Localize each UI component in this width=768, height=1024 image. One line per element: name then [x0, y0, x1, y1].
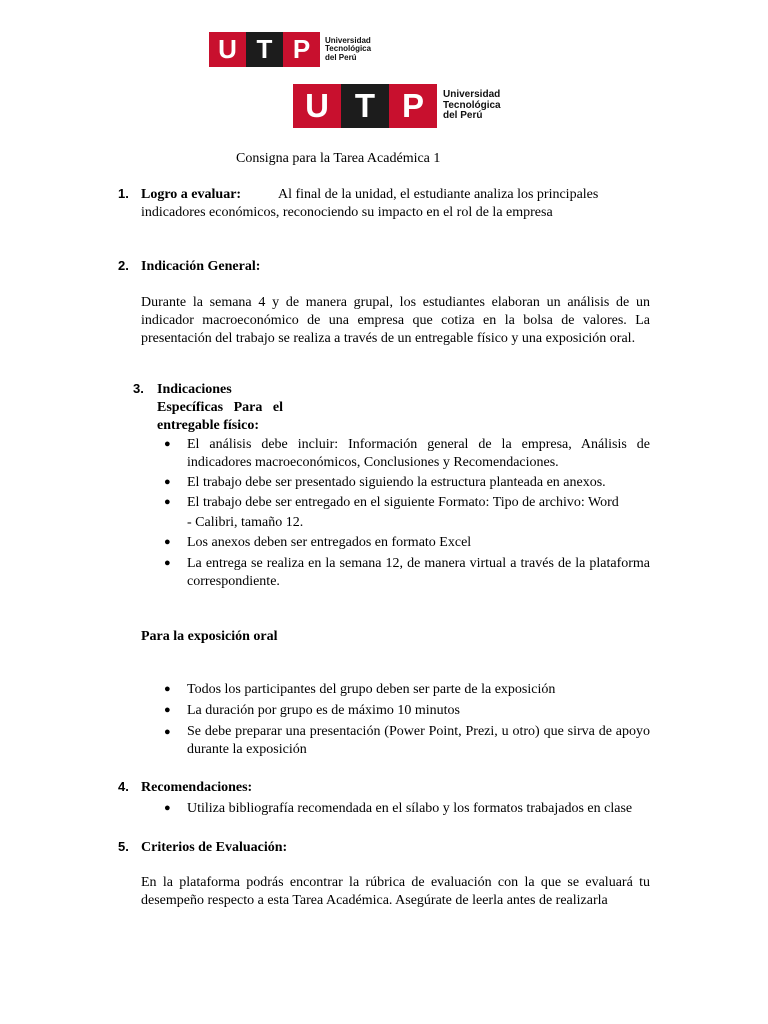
logo-letter-u: U	[293, 84, 341, 128]
section-4-heading: Recomendaciones:	[141, 780, 253, 795]
bullet-icon: ●	[164, 726, 171, 738]
list-item: La entrega se realiza en la semana 12, de manera virtual a través de la plataforma correspondiente.	[187, 556, 650, 589]
section-2-heading: Indicación General:	[141, 259, 261, 274]
bullet-icon: ●	[164, 802, 171, 814]
utp-logo-large	[293, 84, 501, 128]
section-2-paragraph: Durante la semana 4 y de manera grupal, los estudiantes elaboran un análisis de un indicador macroeconómico de una empresa que cotiza en la bolsa de valores. La presentación del trabajo se realiza a través de un entregable físico y una exposición oral.	[141, 295, 650, 346]
section-2-number: 2.	[118, 258, 129, 273]
section-3-heading-line2: Específicas Para el	[157, 400, 283, 415]
bullet-icon: ●	[164, 683, 171, 695]
page-title: Consigna para la Tarea Académica 1	[236, 151, 441, 166]
bullet-icon: ●	[164, 704, 171, 716]
section-4-number: 4.	[118, 779, 129, 794]
logo-letter-t: T	[341, 84, 389, 128]
logo-letter-t: T	[246, 32, 283, 67]
utp-logo-small	[209, 32, 371, 67]
section-1-text-line2: indicadores económicos, reconociendo su impacto en el rol de la empresa	[141, 205, 553, 220]
list-item: El trabajo debe ser presentado siguiendo la estructura planteada en anexos.	[187, 475, 606, 490]
section-3-number: 3.	[133, 381, 144, 396]
logo-university-name: Universidad Tecnológica del Perú	[325, 35, 372, 62]
list-item: Los anexos deben ser entregados en formato Excel	[187, 535, 472, 550]
list-item: Se debe preparar una presentación (Power Point, Prezi, u otro) que sirva de apoyo durante la exposición	[187, 724, 650, 757]
logo-letter-u: U	[209, 32, 246, 67]
section-3-heading-line1: Indicaciones	[157, 382, 232, 397]
bullet-icon: ●	[164, 557, 171, 569]
bullet-icon: ●	[164, 438, 171, 450]
bullet-icon: ●	[164, 536, 171, 548]
list-item: El análisis debe incluir: Información general de la empresa, Análisis de indicadores macroeconómicos, Conclusiones y Recomendaciones.	[187, 437, 650, 470]
logo-letter-p: P	[283, 32, 320, 67]
section-1-heading: Logro a evaluar:	[141, 187, 242, 202]
section-3-heading-line3: entregable físico:	[157, 418, 259, 433]
section-1-number: 1.	[118, 186, 129, 201]
list-item-continuation: - Calibri, tamaño 12.	[187, 515, 304, 530]
section-5-heading: Criterios de Evaluación:	[141, 840, 288, 855]
bullet-icon: ●	[164, 476, 171, 488]
oral-heading: Para la exposición oral	[141, 629, 278, 644]
section-1-text-line1: Al final de la unidad, el estudiante analiza los principales	[278, 187, 599, 202]
section-5-paragraph: En la plataforma podrás encontrar la rúbrica de evaluación con la que se evaluará tu desempeño respecto a esta Tarea Académica. Asegúrate de leerla antes de realizarla	[141, 875, 650, 908]
list-item: Utiliza bibliografía recomendada en el sílabo y los formatos trabajados en clase	[187, 801, 633, 816]
list-item: Todos los participantes del grupo deben ser parte de la exposición	[187, 682, 556, 697]
section-5-number: 5.	[118, 839, 129, 854]
bullet-icon: ●	[164, 496, 171, 508]
list-item: La duración por grupo es de máximo 10 minutos	[187, 703, 460, 718]
list-item: El trabajo debe ser entregado en el siguiente Formato: Tipo de archivo: Word	[187, 495, 619, 510]
logo-letter-p: P	[389, 84, 437, 128]
logo-university-name: Universidad Tecnológica del Perú	[443, 89, 501, 122]
